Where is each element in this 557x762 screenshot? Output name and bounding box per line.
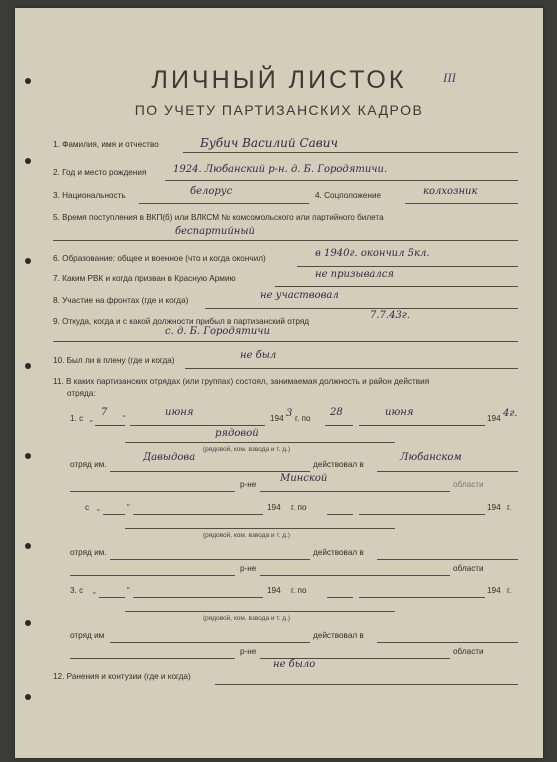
- e3-day-line: [99, 597, 125, 598]
- e1-day2: 28: [330, 407, 343, 418]
- e1-qopen: „: [90, 414, 93, 423]
- e3-acted-label: действовал в: [313, 631, 364, 640]
- q5-line: [53, 240, 518, 241]
- q3-value: белорус: [190, 186, 233, 197]
- e2-qopen: „: [97, 503, 100, 512]
- e1-rne: р-не: [240, 480, 257, 489]
- e3-position-caption: (рядовой, ком. взвода и т. д.): [203, 615, 290, 622]
- q9-label: 9. Откуда, когда и с какой должности прибыл в партизанский отряд: [53, 317, 310, 326]
- e3-position-line: [125, 611, 395, 612]
- q3-label: 3. Национальность: [53, 191, 126, 200]
- e2-gpo: г. по: [291, 503, 307, 512]
- q8-line: [205, 308, 518, 309]
- e3-unit-line: [110, 642, 310, 643]
- e1-num: 1. с: [70, 414, 84, 423]
- q4-label: 4. Соцположение: [315, 191, 382, 200]
- e2-acted-label: действовал в: [313, 548, 364, 557]
- q5-label: 5. Время поступления в ВКП(б) или ВЛКСМ № комсомольского или партийного билета: [53, 213, 384, 222]
- q12-label: 12. Ранения и контузии (где и когда): [53, 672, 191, 681]
- e3-day2-line: [327, 597, 353, 598]
- e3-gpo: г. по: [291, 586, 307, 595]
- e2-day2-line: [327, 514, 353, 515]
- e1-year-pre: 194: [270, 414, 284, 423]
- e2-year-b: 194: [487, 503, 501, 512]
- e1-position: рядовой: [215, 428, 259, 439]
- e2-position-line: [125, 528, 395, 529]
- e1-district-line: [70, 491, 235, 492]
- binder-hole: [25, 453, 31, 459]
- e2-unit-line: [110, 559, 310, 560]
- e1-unit-label: отряд им.: [70, 460, 107, 469]
- e3-rne: р-не: [240, 647, 257, 656]
- q10-label: 10. Был ли в плену (где и когда): [53, 356, 175, 365]
- e1-region-label: области: [453, 480, 484, 489]
- e2-qclose: “: [127, 503, 130, 512]
- q1-label: 1. Фамилия, имя и отчество: [53, 140, 159, 149]
- e1-region-line: [260, 491, 450, 492]
- binder-hole: [25, 158, 31, 164]
- q1-value: Бубич Василий Савич: [200, 136, 338, 150]
- q5-value: беспартийный: [175, 226, 255, 237]
- e3-year-a: 194: [267, 586, 281, 595]
- binder-hole: [25, 363, 31, 369]
- q7-label: 7. Каким РВК и когда призван в Красную Армию: [53, 274, 236, 283]
- e3-qclose: “: [127, 586, 130, 595]
- e2-region-label: области: [453, 564, 484, 573]
- e1-unit-line: [110, 471, 310, 472]
- e3-month2-line: [359, 597, 485, 598]
- e2-district-line: [70, 575, 235, 576]
- q10-value: не был: [240, 350, 277, 361]
- e2-position-caption: (рядовой, ком. взвода и т. д.): [203, 532, 290, 539]
- q1-line: [183, 152, 518, 153]
- e3-num: 3. с: [70, 586, 84, 595]
- e1-gpo: г. по: [295, 414, 311, 423]
- document-title: ЛИЧНЫЙ ЛИСТОК: [151, 66, 407, 94]
- e2-year-a: 194: [267, 503, 281, 512]
- e2-rne: р-не: [240, 564, 257, 573]
- q12-line: [215, 684, 518, 685]
- archive-mark: III: [443, 70, 456, 85]
- q9-line: [53, 341, 518, 342]
- e3-district-line: [70, 658, 235, 659]
- e2-unit-label: отряд им.: [70, 548, 107, 557]
- q2-value: 1924. Любанский р-н. д. Б. Городятичи.: [173, 164, 388, 175]
- q7-value: не призывался: [315, 269, 394, 280]
- e2-num: с: [85, 503, 90, 512]
- e1-acted-line: [377, 471, 518, 472]
- q12-value: не было: [273, 659, 316, 670]
- q2-line: [165, 180, 518, 181]
- document-subtitle: ПО УЧЕТУ ПАРТИЗАНСКИХ КАДРОВ: [134, 102, 424, 118]
- q8-label: 8. Участие на фронтах (где и когда): [53, 296, 189, 305]
- e2-acted-line: [377, 559, 518, 560]
- e2-month-line: [133, 514, 263, 515]
- e2-day-line: [103, 514, 125, 515]
- e1-year2-pre: 194: [487, 414, 501, 423]
- e2-g: г.: [507, 503, 512, 512]
- q6-label: 6. Образование: общее и военное (что и когда окончил): [53, 254, 266, 263]
- e1-qclose: “: [123, 414, 126, 423]
- q11-label-cont: отряда:: [67, 389, 96, 398]
- q2-label: 2. Год и место рождения: [53, 168, 147, 177]
- binder-hole: [25, 543, 31, 549]
- e1-day-line: [95, 425, 125, 426]
- q7-line: [275, 286, 518, 287]
- q4-value: колхозник: [423, 186, 478, 197]
- e1-year: 3: [286, 408, 293, 419]
- e3-year-b: 194: [487, 586, 501, 595]
- e1-unit: Давыдова: [143, 452, 196, 463]
- e1-acted-label: действовал в: [313, 460, 364, 469]
- e3-region-label: области: [453, 647, 484, 656]
- q3-line: [139, 203, 309, 204]
- e1-month2-line: [359, 425, 485, 426]
- e3-acted-line: [377, 642, 518, 643]
- e1-day2-line: [325, 425, 353, 426]
- e1-day: 7: [101, 407, 108, 418]
- binder-hole: [25, 258, 31, 264]
- q9-date: 7.7.43г.: [370, 310, 411, 321]
- q4-line: [405, 203, 518, 204]
- e3-g: г.: [507, 586, 512, 595]
- e1-acted: Любанском: [400, 452, 462, 463]
- e2-region-line: [260, 575, 450, 576]
- q8-value: не участвовал: [260, 290, 339, 301]
- q6-line: [297, 266, 518, 267]
- q9-value: с. д. Б. Городятичи: [165, 326, 270, 337]
- binder-hole: [25, 694, 31, 700]
- q10-line: [185, 368, 518, 369]
- e2-month2-line: [359, 514, 485, 515]
- e1-month-line: [130, 425, 265, 426]
- q6-value: в 1940г. окончил 5кл.: [315, 248, 430, 259]
- e1-year2: 4г.: [503, 408, 518, 419]
- q11-label: 11. В каких партизанских отрядах (или группах) состоял, занимаемая должность и район действия: [53, 377, 430, 386]
- document-sheet: [15, 8, 543, 758]
- e3-qopen: „: [93, 586, 96, 595]
- e3-month-line: [133, 597, 263, 598]
- e3-unit-label: отряд им: [70, 631, 105, 640]
- e1-region: Минской: [280, 473, 328, 484]
- e1-position-caption: (рядовой, ком. взвода и т. д.): [203, 446, 290, 453]
- e1-month: июня: [165, 407, 194, 418]
- binder-hole: [25, 620, 31, 626]
- e1-position-line: [125, 442, 395, 443]
- e1-month2: июня: [385, 407, 414, 418]
